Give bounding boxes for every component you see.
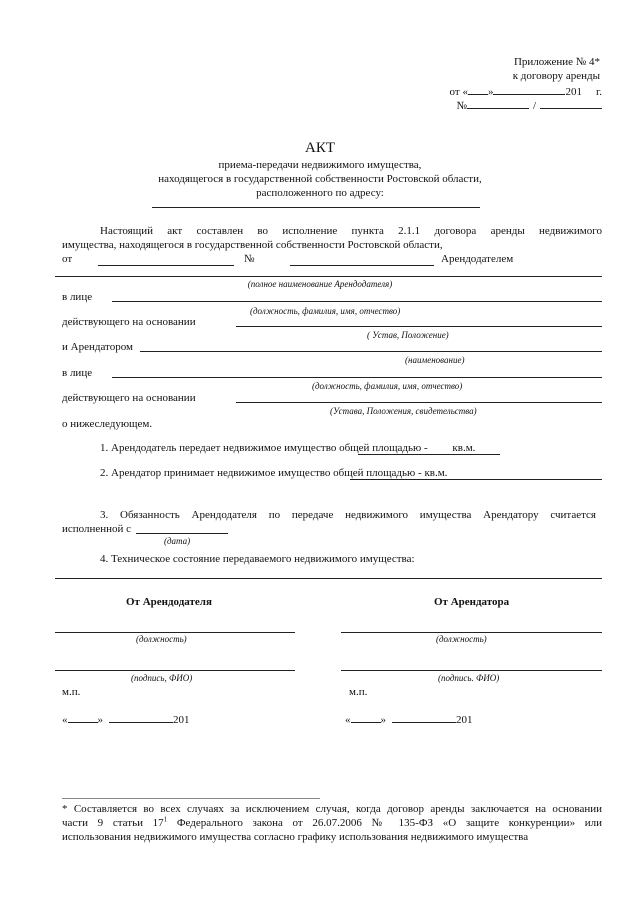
number-blank-1 [467, 98, 529, 109]
tenant-name-caption: (наименование) [405, 355, 465, 365]
tenant-stamp: м.п. [349, 686, 368, 698]
landlord-date-open: « [62, 714, 68, 726]
item-2-label: 2. Арендатор принимает недвижимое имущество общей площадью - [100, 467, 422, 479]
number-separator: / [532, 100, 536, 112]
landlord-day-blank [68, 712, 98, 723]
year-gap [582, 85, 596, 95]
item-3-line-1: 3. Обязанность Арендодателя по передаче недвижимого имущества Арендатору считается [100, 509, 596, 521]
tenant-sign-date [345, 712, 473, 726]
tenant-day-blank [351, 712, 381, 723]
contract-label: к договору аренды [512, 70, 600, 82]
acting-basis-label: действующего на основании [62, 316, 196, 328]
tenant-date-close: » [380, 714, 386, 726]
year-suffix: г. [595, 86, 602, 98]
landlord-date-close: » [97, 714, 103, 726]
date-caption: (дата) [164, 536, 191, 546]
and-tenant-label: и Арендатором [62, 341, 133, 353]
intro-number-sign: № [244, 253, 255, 265]
landlord-year: 201 [173, 714, 190, 726]
number-sign: № [456, 100, 467, 112]
item-2-text [100, 467, 447, 479]
item-3-line-2: исполненной с [62, 523, 132, 535]
title-line-2: находящегося в государственной собственности Ростовской области, [158, 173, 482, 185]
tenant-position-caption: (должность) [436, 634, 487, 644]
tenant-position-line [341, 632, 602, 633]
date-open-quote: от « [449, 86, 468, 98]
position-caption: (должность, фамилия, имя, отчество) [250, 306, 401, 316]
footnote-separator [62, 798, 320, 799]
tenant-date-open: « [345, 714, 351, 726]
landlord-stamp: м.п. [62, 686, 81, 698]
intro-from: от [62, 253, 73, 265]
landlord-label: Арендодателем [441, 253, 514, 265]
date-close-quote: » [487, 86, 494, 98]
landlord-signature-line [55, 670, 295, 671]
item-3-date-line [136, 533, 228, 534]
item-2-area-line [350, 479, 602, 480]
footnote-superscript: 1 [163, 815, 168, 824]
intro-line-2: имущества, находящегося в государственной собственности Ростовской области, [62, 239, 443, 251]
tenant-signature-caption: (подпись. ФИО) [438, 673, 500, 683]
appendix-label: Приложение № 4* [513, 56, 600, 68]
contract-number-line [456, 98, 602, 112]
in-person-line [112, 301, 602, 302]
tenant-year: 201 [456, 714, 473, 726]
address-line [152, 207, 480, 208]
item-2-unit: кв.м. [424, 467, 448, 479]
in-person-line-2 [112, 377, 602, 378]
landlord-position-line [55, 632, 295, 633]
item-4-line [55, 578, 602, 579]
position-caption-2: (должность, фамилия, имя, отчество) [312, 381, 463, 391]
item-1-label: 1. Арендодатель передает недвижимое имущество общей площадью - [100, 442, 428, 454]
title-line-1: приема-передачи недвижимого имущества, [218, 159, 422, 171]
month-blank [493, 84, 565, 95]
landlord-name-caption: (полное наименование Арендодателя) [247, 279, 393, 289]
tenant-signature-heading: От Арендатора [434, 596, 510, 608]
footnote-line-2 [62, 817, 602, 829]
footnote-line-3: использования недвижимого имущества согласно графику использования недвижимого имущества [62, 831, 529, 843]
item-1-area-line [358, 454, 500, 455]
landlord-month-blank [109, 712, 173, 723]
year-prefix: 201 [565, 86, 582, 98]
day-blank [468, 84, 488, 95]
footnote-article: части 9 статьи 17 [62, 817, 164, 829]
landlord-signature-caption: (подпись, ФИО) [131, 673, 193, 683]
number-blank-2 [540, 98, 602, 109]
landlord-sign-date [62, 712, 190, 726]
landlord-name-line [55, 276, 602, 277]
in-person-label: в лице [62, 291, 93, 303]
intro-date-line [98, 265, 234, 266]
intro-line-1: Настоящий акт составлен во исполнение пункта 2.1.1 договора аренды недвижимого [100, 225, 602, 237]
tenant-month-blank [392, 712, 456, 723]
contract-date-line [450, 84, 602, 98]
item-4-text: 4. Техническое состояние передаваемого недвижимого имущества: [100, 553, 415, 565]
in-person-label-2: в лице [62, 367, 93, 379]
charter-caption: ( Устав, Положение) [367, 330, 449, 340]
landlord-signature-heading: От Арендодателя [126, 596, 212, 608]
footnote-line-1: * Составляется во всех случаях за исключением случая, когда договор аренды заключается на основании [62, 803, 602, 815]
intro-number-line [290, 265, 434, 266]
acting-basis-line [236, 326, 602, 327]
item-1-text [100, 442, 475, 454]
tenant-signature-line [341, 670, 602, 671]
as-follows-label: о нижеследующем. [62, 418, 153, 430]
acting-basis-line-2 [236, 402, 602, 403]
landlord-position-caption: (должность) [136, 634, 187, 644]
act-title: АКТ [305, 140, 335, 156]
charter-caption-2: (Устава, Положения, свидетельства) [330, 406, 477, 416]
tenant-name-line [140, 351, 602, 352]
title-line-3: расположенного по адресу: [256, 187, 384, 199]
acting-basis-label-2: действующего на основании [62, 392, 196, 404]
footnote-law: Федерального закона от 26.07.2006 № 135-ФЗ «О защите конкуренции» или [176, 817, 603, 829]
item-1-unit: кв.м. [452, 442, 476, 454]
